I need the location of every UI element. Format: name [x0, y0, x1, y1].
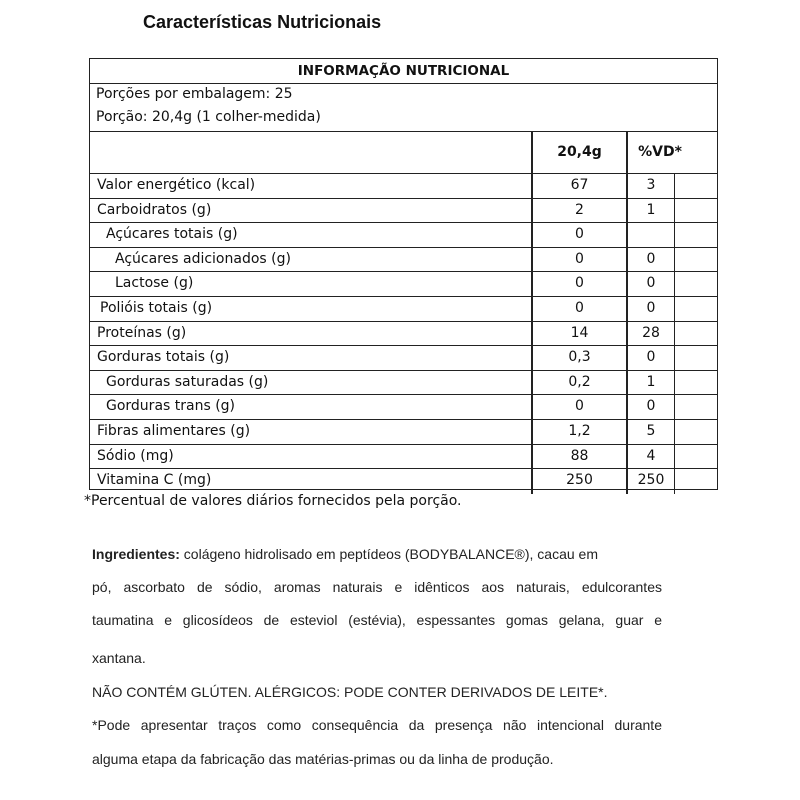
nutrient-label: Gorduras totais (g) [97, 349, 230, 366]
nutrient-amount: 0 [531, 394, 628, 420]
table-row [90, 419, 717, 445]
nutrient-label: Vitamina C (mg) [97, 472, 212, 489]
nutrient-amount: 67 [531, 173, 628, 199]
table-row [90, 222, 717, 248]
nutrient-dv: 5 [628, 419, 675, 445]
amount-column-header: 20,4g [557, 144, 602, 160]
nutrient-dv [628, 222, 675, 248]
nutrient-dv: 0 [628, 296, 675, 322]
table-row [90, 468, 717, 494]
trace-note: *Pode apresentar traços como consequência da presença não intencional durante [92, 717, 662, 733]
dv-column-header: %VD* [638, 144, 682, 160]
nutrient-dv: 4 [628, 444, 675, 470]
trace-note: alguma etapa da fabricação das matérias-primas ou da linha de produção. [92, 751, 554, 767]
allergen-warning: NÃO CONTÉM GLÚTEN. ALÉRGICOS: PODE CONTER DERIVADOS DE LEITE*. [92, 684, 608, 700]
nutrient-dv: 3 [628, 173, 675, 199]
table-header: INFORMAÇÃO NUTRICIONAL [90, 59, 717, 84]
nutrient-label: Açúcares adicionados (g) [115, 250, 291, 267]
nutrient-amount: 0 [531, 296, 628, 322]
serving-size: Porção: 20,4g (1 colher-medida) [96, 109, 321, 125]
ingredients-line: taumatina e glicosídeos de esteviol (estévia), espessantes gomas gelana, guar e [92, 612, 662, 628]
nutrient-dv: 28 [628, 321, 675, 347]
nutrient-amount: 0,3 [531, 345, 628, 371]
nutrient-dv: 0 [628, 345, 675, 371]
table-row [90, 444, 717, 470]
nutrient-label: Açúcares totais (g) [106, 226, 238, 243]
table-row [90, 173, 717, 199]
nutrient-amount: 0 [531, 222, 628, 248]
ingredients-line [92, 546, 598, 562]
nutrient-dv: 0 [628, 247, 675, 273]
table-row [90, 198, 717, 224]
nutrient-label: Polióis totais (g) [100, 300, 213, 316]
nutrient-label: Gorduras saturadas (g) [106, 373, 269, 390]
table-row [90, 247, 717, 273]
ingredients-line: xantana. [92, 650, 146, 666]
table-row [90, 345, 717, 371]
nutrient-label: Valor energético (kcal) [97, 177, 256, 193]
nutrient-dv: 1 [628, 198, 675, 224]
ingredients-text: colágeno hidrolisado em peptídeos (BODYBALANCE®), cacau em [179, 546, 598, 562]
dv-footnote: *Percentual de valores diários fornecidos pela porção. [84, 493, 462, 509]
nutrient-amount: 88 [531, 444, 628, 470]
nutrient-amount: 250 [531, 468, 628, 494]
nutrient-amount: 2 [531, 198, 628, 224]
nutrient-label: Carboidratos (g) [97, 201, 212, 218]
nutrition-table [89, 58, 718, 490]
table-row [90, 271, 717, 297]
table-row [90, 296, 717, 322]
nutrient-label: Proteínas (g) [97, 324, 187, 341]
servings-per-package: Porções por embalagem: 25 [96, 86, 293, 102]
nutrient-dv: 0 [628, 271, 675, 297]
nutrient-label: Lactose (g) [115, 275, 194, 292]
nutrient-label: Gorduras trans (g) [106, 398, 236, 415]
nutrient-amount: 0 [531, 271, 628, 297]
nutrient-amount: 0,2 [531, 370, 628, 396]
nutrient-dv: 250 [628, 468, 675, 494]
ingredients-label: Ingredientes: [92, 546, 180, 562]
table-row [90, 394, 717, 420]
nutrient-dv: 1 [628, 370, 675, 396]
table-row [90, 321, 717, 347]
nutrient-amount: 14 [531, 321, 628, 347]
nutrient-label: Sódio (mg) [97, 447, 174, 464]
table-row [90, 370, 717, 396]
nutrient-amount: 0 [531, 247, 628, 273]
ingredients-line: pó, ascorbato de sódio, aromas naturais e idênticos aos naturais, edulcorantes [92, 579, 662, 595]
nutrient-dv: 0 [628, 394, 675, 420]
nutrient-amount: 1,2 [531, 419, 628, 445]
nutrient-label: Fibras alimentares (g) [97, 423, 251, 439]
page-title: Características Nutricionais [143, 12, 382, 32]
